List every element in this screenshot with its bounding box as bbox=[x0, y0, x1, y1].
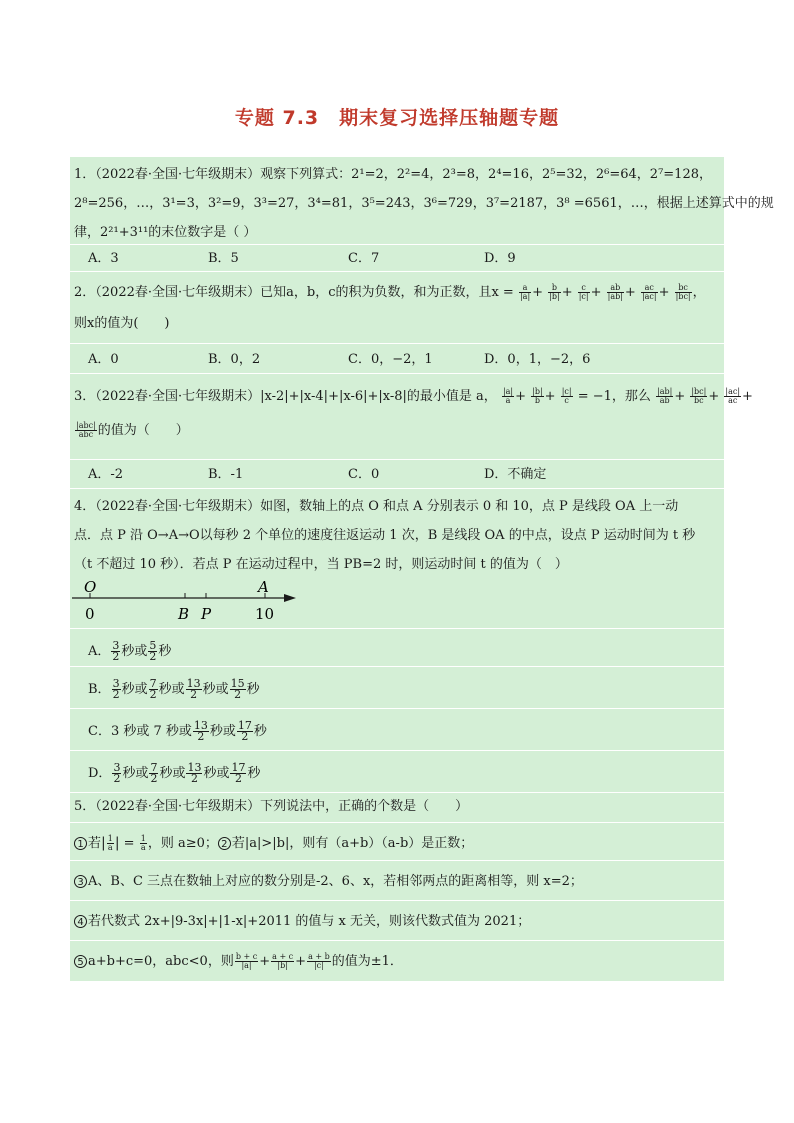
q3-line1: 3．（2022春·全国·七年级期末）|x-2|+|x-4|+|x-6|+|x-8|的最小值是 a， $\frac{|a|}{a}$ + $\frac{|b|}{b}$ + $\frac{|c|}{c}$ = −1，那么 $\frac{|ab|}{ab}$ + $\frac{|bc|}{bc}$ + $\frac{|ac|}{ac}$ + bbox=[74, 387, 753, 405]
circled-number: 4 bbox=[74, 915, 87, 928]
q4-option-d-label: D． bbox=[88, 766, 112, 781]
q3-option-d[interactable]: D．不确定 bbox=[484, 467, 547, 482]
frac-ac-over-abs-ac: $\frac{ac}{|ac|}$ bbox=[641, 283, 657, 301]
q5-s5-text-a: a+b+c=0，abc<0，则 bbox=[88, 954, 234, 969]
q4-a-text-1: 秒或 bbox=[121, 644, 148, 659]
q4-option-a-label: A． bbox=[88, 644, 111, 659]
number-line-figure bbox=[70, 573, 310, 629]
q2-option-b[interactable]: B．0，2 bbox=[208, 352, 261, 367]
frac-17-2: $\frac{17}{2}$ bbox=[237, 719, 252, 743]
frac-abs-b-over-b: $\frac{|b|}{b}$ bbox=[532, 387, 543, 405]
label-zero: 0 bbox=[85, 605, 95, 623]
page-title: 专题 7.3 期末复习选择压轴题专题 bbox=[234, 107, 560, 129]
label-ten: 10 bbox=[255, 605, 275, 623]
question-area bbox=[70, 157, 774, 981]
frac-abs-ab-over-ab: $\frac{|ab|}{ab}$ bbox=[657, 387, 673, 405]
q5-statement-3 bbox=[70, 861, 724, 901]
q5-statement-4 bbox=[70, 901, 724, 941]
q3-line2 bbox=[74, 422, 189, 439]
q1-option-d[interactable]: D．9 bbox=[484, 251, 516, 266]
q2-prefix: 2．（2022春·全国·七年级期末）已知a，b，c的积为负数，和为正数，且x = bbox=[74, 285, 514, 300]
frac-ab-over-abs-ab: $\frac{ab}{|ab|}$ bbox=[607, 283, 623, 301]
q4-option-a[interactable] bbox=[70, 629, 724, 667]
q3-option-c[interactable]: C．0 bbox=[348, 467, 380, 482]
label-o: O bbox=[84, 578, 97, 596]
q2-option-d[interactable]: D．0，1，−2，6 bbox=[484, 352, 591, 367]
q4-b-text-3: 秒或 bbox=[202, 682, 229, 697]
label-b: B bbox=[178, 605, 190, 623]
frac-1-over-a: $\frac{1}{a}$ bbox=[107, 834, 113, 852]
q4-option-b[interactable] bbox=[70, 667, 724, 709]
circled-number: 5 bbox=[74, 955, 87, 968]
q1-line1: 1．（2022春·全国·七年级期末）观察下列算式：2¹=2，2²=4，2³=8，2⁴=16，2⁵=32，2⁶=64，2⁷=128， bbox=[74, 167, 712, 182]
frac-3-2: $\frac{3}{2}$ bbox=[112, 677, 120, 701]
q5-s1-text-b: ，则 a≥0； bbox=[147, 836, 218, 851]
q4-c-text-1: 秒或 bbox=[209, 724, 236, 739]
circled-number: 2 bbox=[218, 837, 231, 850]
q5-line1: 5．（2022春·全国·七年级期末）下列说法中，正确的个数是（ ） bbox=[74, 799, 469, 814]
frac-3-2: $\frac{3}{2}$ bbox=[113, 761, 121, 785]
circled-number: 1 bbox=[74, 837, 87, 850]
q1-option-b[interactable]: B．5 bbox=[208, 251, 239, 266]
q3-options bbox=[70, 460, 724, 489]
frac-b-over-abs-b: $\frac{b}{|b|}$ bbox=[549, 283, 560, 301]
frac-c-over-abs-c: $\frac{c}{|c|}$ bbox=[578, 283, 589, 301]
frac-1-over-a: $\frac{1}{a}$ bbox=[140, 834, 146, 852]
arrow-head-icon bbox=[284, 594, 296, 602]
frac-abs-c-over-c: $\frac{|c|}{c}$ bbox=[561, 387, 572, 405]
q4-d-text-3: 秒或 bbox=[203, 766, 230, 781]
q4-b-text-1: 秒或 bbox=[121, 682, 148, 697]
frac-15-2: $\frac{15}{2}$ bbox=[230, 677, 245, 701]
q4-b-text-4: 秒 bbox=[246, 682, 260, 697]
q3-line2-text: 的值为（ ） bbox=[97, 423, 189, 438]
q4-line1: 4．（2022春·全国·七年级期末）如图，数轴上的点 O 和点 A 分别表示 0 和 10，点 P 是线段 OA 上一动 bbox=[74, 499, 679, 514]
q2-options bbox=[70, 344, 724, 374]
q5-statement-5: 5 a+b+c=0，abc<0，则 $\frac{b + c}{|a|}$ + $\frac{a + c}{|b|}$ + $\frac{a + b}{|c|}$ 的值为±1． bbox=[70, 941, 724, 981]
frac-b-plus-c-over-abs-a: $\frac{b + c}{|a|}$ bbox=[235, 952, 258, 970]
q5-s5-text-b: 的值为±1． bbox=[331, 954, 403, 969]
q1-option-c[interactable]: C．7 bbox=[348, 251, 380, 266]
frac-bc-over-abs-bc: $\frac{bc}{|bc|}$ bbox=[675, 283, 691, 301]
q4-a-text-2: 秒 bbox=[158, 644, 172, 659]
frac-7-2: $\frac{7}{2}$ bbox=[149, 677, 157, 701]
q4-line3: （t 不超过 10 秒）．若点 P 在运动过程中，当 PB=2 时，则运动时间 t 的值为（ ） bbox=[74, 557, 568, 572]
q4-option-b-label: B． bbox=[88, 682, 111, 697]
question-4 bbox=[70, 489, 724, 629]
frac-a-over-abs-a: $\frac{a}{|a|}$ bbox=[519, 283, 531, 301]
q4-b-text-2: 秒或 bbox=[158, 682, 185, 697]
question-1 bbox=[70, 157, 774, 245]
frac-7-2: $\frac{7}{2}$ bbox=[150, 761, 158, 785]
frac-abs-a-over-a: $\frac{|a|}{a}$ bbox=[502, 387, 514, 405]
q3-option-b[interactable]: B．-1 bbox=[208, 467, 244, 482]
q3-prefix: 3．（2022春·全国·七年级期末）|x-2|+|x-4|+|x-6|+|x-8|的最小值是 a， bbox=[74, 389, 497, 404]
q5-s2-text: 若|a|>|b|，则有（a+b）（a-b）是正数； bbox=[231, 836, 474, 851]
q5-s3-text: A、B、C 三点在数轴上对应的数分别是-2、6、x，若相邻两点的距离相等，则 x=2； bbox=[88, 874, 583, 889]
q2-line1: 2．（2022春·全国·七年级期末）已知a，b，c的积为负数，和为正数，且x = $\frac{a}{|a|}$ + $\frac{b}{|b|}$ + $\frac{c}{|c|}$ + $\frac{ab}{|ab|}$ + $\frac{ac}{|ac|}$ + $\frac{bc}{|bc|}$ ， bbox=[74, 283, 706, 301]
frac-5-2: $\frac{5}{2}$ bbox=[149, 639, 157, 663]
q1-line2: 2⁸=256，…，3¹=3，3²=9，3³=27，3⁴=81，3⁵=243，3⁶=729，3⁷=2187，3⁸ =6561，…，根据上述算式中的规 bbox=[74, 196, 774, 211]
q4-d-text-2: 秒或 bbox=[159, 766, 186, 781]
q3-option-a[interactable]: A．-2 bbox=[88, 467, 124, 482]
q4-option-c[interactable] bbox=[70, 709, 724, 751]
q2-line2: 则x的值为( ) bbox=[74, 316, 170, 331]
label-p: P bbox=[201, 605, 212, 623]
q2-option-c[interactable]: C．0，−2，1 bbox=[348, 352, 433, 367]
question-3 bbox=[70, 374, 753, 460]
frac-a-plus-b-over-abs-c: $\frac{a + b}{|c|}$ bbox=[308, 952, 330, 970]
frac-abs-abc-over-abc: $\frac{\text{|abc|}}{\text{abc}}$ bbox=[76, 421, 96, 439]
q1-line3: 律，2²¹+3¹¹的末位数字是（ ） bbox=[74, 225, 257, 240]
q4-option-c-label: C．3 秒或 7 秒或 bbox=[88, 724, 192, 739]
q1-options bbox=[70, 245, 724, 272]
q5-statement-1-2: 1 若| $\frac{1}{a}$ | = $\frac{1}{a}$ ，则 a≥0； 2 若|a|>|b|，则有（a+b）（a-b）是正数； bbox=[70, 823, 724, 861]
label-a: A bbox=[258, 578, 269, 596]
q4-c-text-2: 秒 bbox=[253, 724, 267, 739]
circled-number: 3 bbox=[74, 875, 87, 888]
frac-13-2: $\frac{13}{2}$ bbox=[187, 761, 202, 785]
q5-s1-text-a: 若 bbox=[88, 836, 102, 851]
frac-a-plus-c-over-abs-b: $\frac{a + c}{|b|}$ bbox=[272, 952, 294, 970]
q4-d-text-4: 秒 bbox=[247, 766, 261, 781]
frac-abs-bc-over-bc: $\frac{|bc|}{bc}$ bbox=[691, 387, 707, 405]
frac-3-2: $\frac{3}{2}$ bbox=[112, 639, 120, 663]
question-5 bbox=[70, 793, 724, 823]
frac-13-2: $\frac{13}{2}$ bbox=[193, 719, 208, 743]
q4-d-text-1: 秒或 bbox=[122, 766, 149, 781]
frac-17-2: $\frac{17}{2}$ bbox=[231, 761, 246, 785]
frac-13-2: $\frac{13}{2}$ bbox=[186, 677, 201, 701]
q1-option-a[interactable]: A．3 bbox=[88, 251, 119, 266]
q2-option-a[interactable]: A．0 bbox=[88, 352, 119, 367]
q4-line2: 点．点 P 沿 O→A→O以每秒 2 个单位的速度往返运动 1 次，B 是线段 OA 的中点，设点 P 运动时间为 t 秒 bbox=[74, 528, 696, 543]
question-2 bbox=[70, 272, 724, 344]
q4-option-d[interactable] bbox=[70, 751, 724, 793]
q3-mid: = −1，那么 bbox=[577, 389, 651, 404]
frac-abs-ac-over-ac: $\frac{|ac|}{ac}$ bbox=[725, 387, 741, 405]
q5-s4-text: 若代数式 2x+|9-3x|+|1-x|+2011 的值与 x 无关，则该代数式值为 2021； bbox=[88, 914, 531, 929]
